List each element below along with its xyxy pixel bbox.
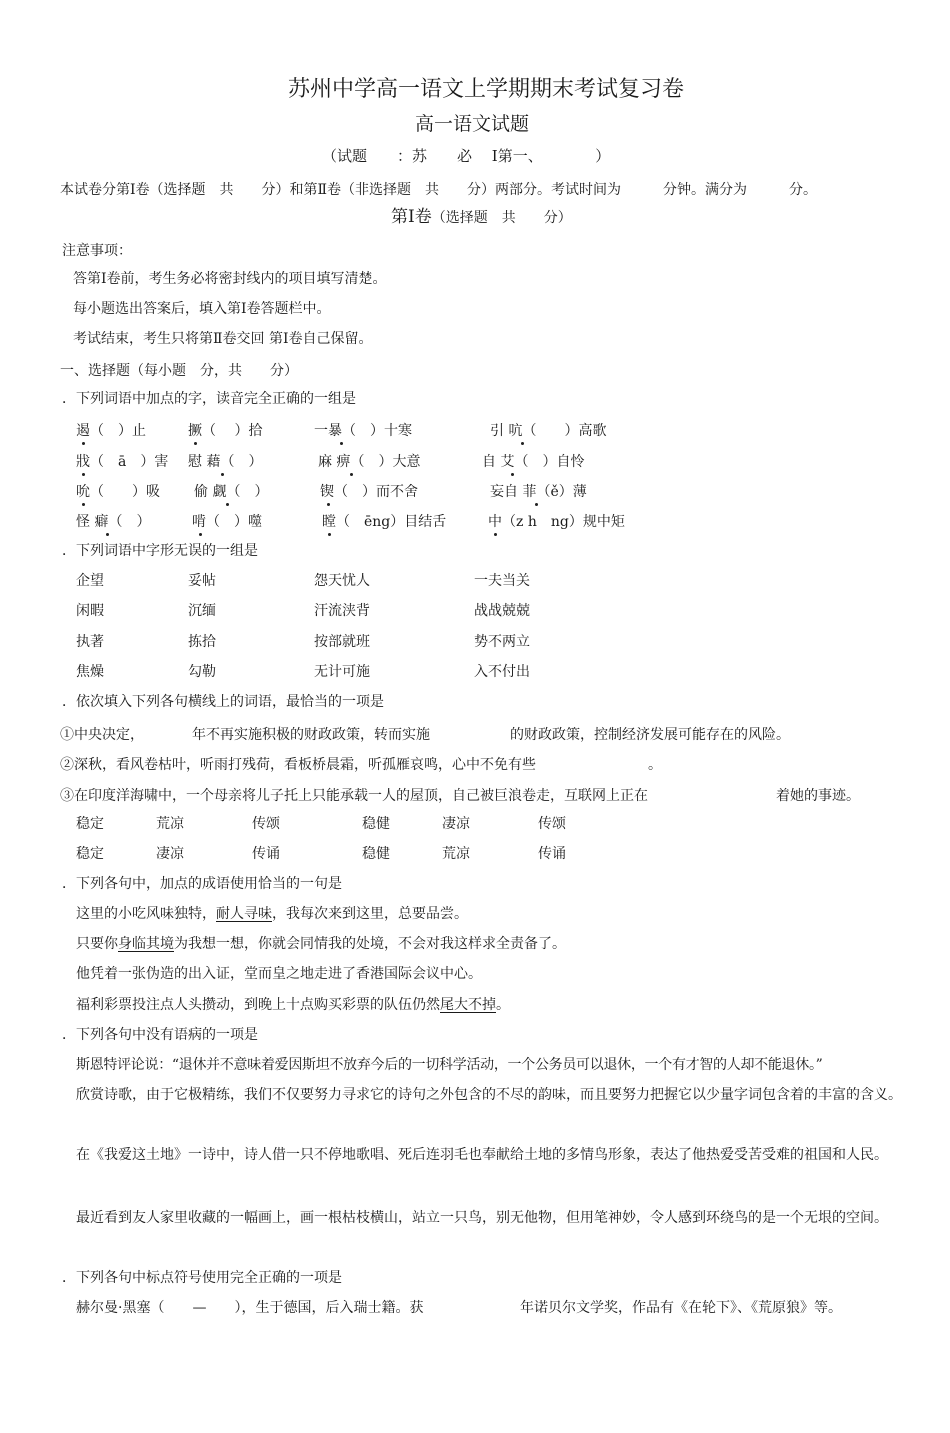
q3-option-word: 传诵	[538, 846, 566, 862]
q5-stem: ．下列各句中没有语病的一项是	[62, 1027, 258, 1043]
emphasis-dot	[494, 533, 497, 536]
q3-option-word: 凄凉	[156, 846, 184, 862]
emphasis-dot	[511, 473, 514, 476]
q3-option-word: 荒凉	[156, 816, 184, 832]
q2-word: 沉缅	[188, 603, 216, 619]
q2-word: 焦燥	[76, 664, 104, 680]
emphasis-dot	[340, 442, 343, 445]
emphasis-dot	[194, 442, 197, 445]
q6-option-a-part1: 赫尔曼·黑塞（ — ），生于德国，后入瑞士籍。获	[76, 1300, 424, 1316]
q3-option-word: 稳健	[362, 816, 390, 832]
q3-option-word: 凄凉	[442, 816, 470, 832]
q1-option-c4: 妄自 菲（ě）薄	[490, 484, 587, 500]
q3-stem: ．依次填入下列各句横线上的词语，最恰当的一项是	[62, 694, 384, 710]
q3-sentence-3a: ③在印度洋海啸中，一个母亲将儿子托上只能承载一人的屋顶，自己被巨浪卷走，互联网上正在	[60, 788, 648, 804]
emphasis-dot	[199, 533, 202, 536]
q2-word: 入不付出	[474, 664, 530, 680]
q4-b-text: 只要你	[76, 936, 118, 952]
q1-option-d1: 怪 癖（ ）	[76, 514, 151, 530]
q1-stem: ．下列词语中加点的字，读音完全正确的一组是	[62, 391, 356, 407]
notice-item-1: 答第Ⅰ卷前，考生务必将密封线内的项目填写清楚。	[73, 271, 387, 287]
q2-word: 无计可施	[314, 664, 370, 680]
q4-option-d	[76, 995, 510, 1015]
q3-option-word: 稳定	[76, 846, 104, 862]
q3-sentence-2b: 。	[648, 757, 662, 773]
q1-option-b1: 戕（ ā ）害	[76, 454, 169, 470]
q3-option-word: 传颂	[538, 816, 566, 832]
q3-sentence-1b: 年不再实施积极的财政政策，转而实施	[192, 727, 430, 743]
q1-option-d2: 啃（ ）噬	[192, 514, 262, 530]
q4-stem: ．下列各句中，加点的成语使用恰当的一句是	[62, 876, 342, 892]
q6-option-a-part2: 年诺贝尔文学奖，作品有《在轮下》、《荒原狼》等。	[520, 1300, 842, 1316]
q5-option-d: 最近看到友人家里收藏的一幅画上，画一根枯枝横山，站立一只鸟，别无他物，但用笔神妙，令人感到环绕鸟的是一个无垠的空间。	[76, 1210, 888, 1226]
emphasis-dot	[221, 473, 224, 476]
q1-option-a4: 引 吭（ ）高歌	[490, 423, 607, 439]
q4-a-text: ，我每次来到这里，总要品尝。	[272, 906, 468, 922]
q4-option-b	[76, 934, 566, 954]
q2-word: 妥帖	[188, 573, 216, 589]
q3-option-word: 稳健	[362, 846, 390, 862]
q2-word: 按部就班	[314, 634, 370, 650]
emphasis-dot	[328, 533, 331, 536]
q2-word: 勾勒	[188, 664, 216, 680]
q4-a-idiom: 耐人寻味	[216, 906, 272, 922]
emphasis-dot	[521, 442, 524, 445]
q1-option-c2: 偷 觑（ ）	[194, 484, 269, 500]
q2-stem: ．下列词语中字形无误的一组是	[62, 543, 258, 559]
q3-sentence-1c: 的财政政策，控制经济发展可能存在的风险。	[510, 727, 790, 743]
q1-option-c1: 吮（ ）吸	[76, 484, 160, 500]
q5-option-c: 在《我爱这土地》一诗中，诗人借一只不停地歌唱、死后连羽毛也奉献给土地的多情鸟形象，表达了他热爱受苦受难的祖国和人民。	[76, 1147, 888, 1163]
q2-word: 汗流浃背	[314, 603, 370, 619]
document-title: 苏州中学高一语文上学期期末考试复习卷	[288, 77, 685, 102]
q4-d-text: 福利彩票投注点人头攒动，到晚上十点购买彩票的队伍仍然	[76, 997, 440, 1013]
q3-option-word: 稳定	[76, 816, 104, 832]
q4-b-text: 为我想一想，你就会同情我的处境，不会对我这样求全责备了。	[174, 936, 566, 952]
q4-b-idiom: 身临其境	[118, 936, 174, 952]
q3-sentence-1a: ①中央决定，	[60, 727, 144, 743]
q2-word: 企望	[76, 573, 104, 589]
q1-option-b3: 麻 痹（ ）大意	[318, 454, 421, 470]
emphasis-dot	[327, 503, 330, 506]
part-one-heading	[391, 207, 572, 228]
q2-word: 执著	[76, 634, 104, 650]
q5-option-b: 欣赏诗歌，由于它极精练，我们不仅要努力寻求它的诗句之外包含的不尽的韵味，而且要努力把握它以少量字词包含着的丰富的含义。	[76, 1087, 902, 1103]
q2-word: 闲暇	[76, 603, 104, 619]
q4-d-text: 。	[496, 997, 510, 1013]
emphasis-dot	[82, 503, 85, 506]
section-one-heading: 一、选择题（每小题 分，共 分）	[60, 363, 298, 379]
emphasis-dot	[226, 503, 229, 506]
emphasis-dot	[82, 473, 85, 476]
q2-word: 拣拾	[188, 634, 216, 650]
q3-option-word: 荒凉	[442, 846, 470, 862]
q3-option-word: 传诵	[252, 846, 280, 862]
q5-option-a: 斯恩特评论说：“退休并不意味着爱因斯坦不放弃今后的一切科学活动，一个公务员可以退休，一个有才智的人却不能退休。”	[76, 1057, 823, 1073]
q1-option-a2: 撅（ ）拾	[188, 423, 263, 439]
exam-info-line: 本试卷分第Ⅰ卷（选择题 共 分）和第Ⅱ卷（非选择题 共 分）两部分。考试时间为 分钟。满分为 分。	[60, 182, 818, 198]
q1-option-d4: 中（z h ng）规中矩	[488, 514, 625, 530]
emphasis-dot	[106, 533, 109, 536]
notice-item-2: 每小题选出答案后，填入第Ⅰ卷答题栏中。	[73, 301, 331, 317]
q4-a-text: 这里的小吃风味独特，	[76, 906, 216, 922]
q1-option-b2: 慰 藉（ ）	[188, 454, 263, 470]
exam-note-line: （试题 ：苏 必 Ⅰ第一、 ）	[322, 147, 611, 165]
q2-word: 势不两立	[474, 634, 530, 650]
q2-word: 战战兢兢	[474, 603, 530, 619]
q3-sentence-2a: ②深秋，看风卷枯叶，听雨打残荷，看板桥晨霜，听孤雁哀鸣，心中不免有些	[60, 757, 536, 773]
q6-stem: ．下列各句中标点符号使用完全正确的一项是	[62, 1270, 342, 1286]
q3-option-word: 传颂	[252, 816, 280, 832]
emphasis-dot	[82, 442, 85, 445]
q2-word: 怨天忧人	[314, 573, 370, 589]
q4-option-c: 他凭着一张伪造的出入证，堂而皇之地走进了香港国际会议中心。	[76, 966, 482, 982]
q1-option-c3: 锲（ ）而不舍	[320, 484, 418, 500]
part-one-main: 第Ⅰ卷	[391, 207, 432, 227]
document-subtitle: 高一语文试题	[415, 113, 530, 135]
q1-option-a1: 遏（ ）止	[76, 423, 146, 439]
q4-d-idiom: 尾大不掉	[440, 997, 496, 1013]
notice-item-3: 考试结束，考生只将第Ⅱ卷交回 第Ⅰ卷自己保留。	[73, 331, 373, 347]
emphasis-dot	[350, 473, 353, 476]
q1-option-d3: 瞠（ ēng）目结舌	[322, 514, 447, 530]
q1-option-a3: 一暴（ ）十寒	[314, 423, 412, 439]
emphasis-dot	[535, 503, 538, 506]
q3-sentence-3b: 着她的事迹。	[776, 788, 860, 804]
notice-title: 注意事项：	[62, 243, 132, 259]
part-one-note: （选择题 共 分）	[431, 210, 572, 226]
q4-option-a	[76, 904, 468, 924]
q1-option-b4: 自 艾（ ）自怜	[482, 454, 585, 470]
q2-word: 一夫当关	[474, 573, 530, 589]
